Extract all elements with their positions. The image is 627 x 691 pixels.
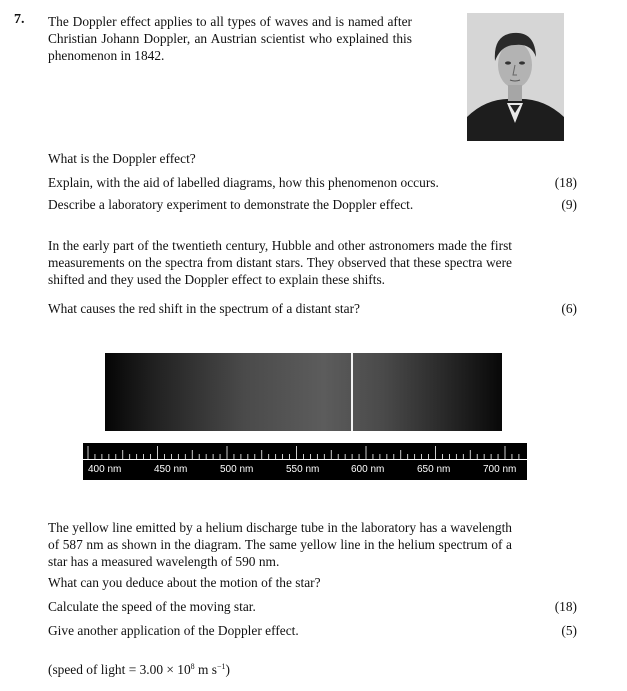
helium-spectrum	[105, 353, 502, 431]
ruler-label-700: 700 nm	[483, 464, 517, 475]
ruler-label-600: 600 nm	[351, 464, 385, 475]
speed-of-light-note	[48, 662, 230, 678]
speed-prefix: (speed of light = 3.00 × 10	[48, 662, 191, 677]
speed-unit-exponent: −1	[217, 662, 226, 671]
speed-unit: m s	[194, 662, 217, 677]
speed-suffix: )	[225, 662, 230, 677]
marks-application: (5)	[561, 623, 577, 638]
ruler-label-450: 450 nm	[154, 464, 188, 475]
marks-experiment: (9)	[561, 197, 577, 212]
question-explain-diagrams: Explain, with the aid of labelled diagrams, how this phenomenon occurs.	[48, 175, 439, 190]
ruler-label-550: 550 nm	[286, 464, 320, 475]
portrait-image	[467, 13, 564, 141]
question-red-shift: What causes the red shift in the spectrum of a distant star?	[48, 301, 360, 316]
question-what-is-doppler: What is the Doppler effect?	[48, 151, 196, 166]
question-lab-experiment: Describe a laboratory experiment to demonstrate the Doppler effect.	[48, 197, 414, 212]
hubble-paragraph: In the early part of the twentieth century, Hubble and other astronomers made the first measurements on the spectra from distant stars. They observed that these spectra were shifted and they used the Doppler effect to explain these shifts.	[48, 238, 512, 287]
question-other-application: Give another application of the Doppler effect.	[48, 623, 299, 638]
helium-paragraph: The yellow line emitted by a helium discharge tube in the laboratory has a wavelength of 587 nm as shown in the diagram. The same yellow line in the helium spectrum of a star has a measured wavelength of 590 nm.	[48, 520, 512, 569]
ruler-label-500: 500 nm	[220, 464, 254, 475]
marks-calculate: (18)	[554, 599, 577, 614]
ruler-label-650: 650 nm	[417, 464, 451, 475]
ruler-ticks	[83, 443, 527, 463]
yellow-emission-line	[351, 353, 353, 431]
question-number: 7.	[14, 12, 25, 27]
question-star-motion: What can you deduce about the motion of the star?	[48, 575, 321, 590]
intro-paragraph: The Doppler effect applies to all types of waves and is named after Christian Johann Doppler, an Austrian scientist who explained this phenomenon in 1842.	[48, 14, 412, 63]
speed-exponent: 8	[190, 662, 195, 671]
marks-explain: (18)	[554, 175, 577, 190]
ruler-label-400: 400 nm	[88, 464, 122, 475]
marks-red-shift: (6)	[561, 301, 577, 316]
doppler-portrait	[467, 13, 564, 141]
question-calculate-speed: Calculate the speed of the moving star.	[48, 599, 256, 614]
wavelength-ruler	[83, 443, 527, 480]
